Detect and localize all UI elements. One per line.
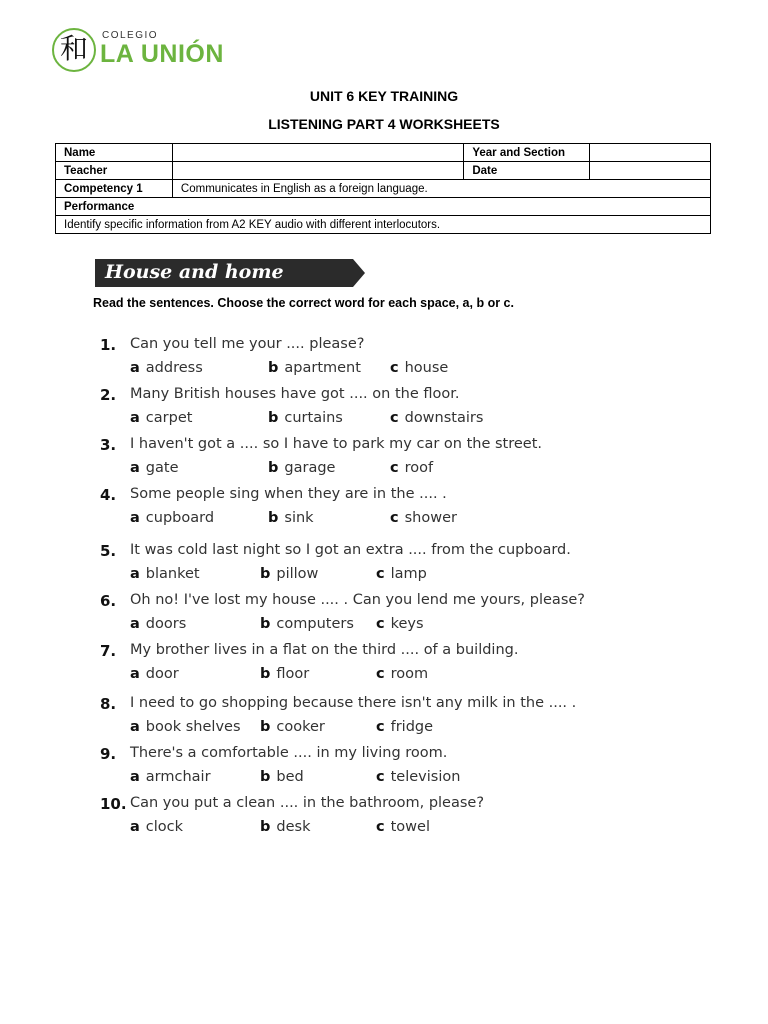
option-letter: c [390, 360, 399, 376]
question-text: Oh no! I've lost my house .... . Can you lend me yours, please? [130, 592, 585, 608]
competency-value: Communicates in English as a foreign language. [172, 180, 710, 198]
date-label: Date [464, 162, 590, 180]
option-word: gate [145, 460, 179, 476]
option-letter: c [376, 719, 385, 735]
question-item [100, 795, 720, 843]
student-info-table [55, 143, 711, 234]
option-word: carpet [145, 410, 193, 426]
question-line [100, 486, 720, 510]
question-text: Can you put a clean .... in the bathroom, please? [130, 795, 485, 811]
option-c[interactable] [390, 460, 433, 476]
option-letter: c [390, 410, 399, 426]
question-line [100, 745, 720, 769]
option-word: cupboard [145, 510, 215, 526]
question-number: 2. [100, 386, 117, 404]
option-letter: c [376, 566, 385, 582]
option-letter: b [268, 510, 279, 526]
question-number: 1. [100, 336, 117, 354]
option-word: lamp [390, 566, 427, 582]
option-word: book shelves [145, 719, 241, 735]
question-line [100, 592, 720, 616]
option-a[interactable] [130, 410, 192, 426]
question-line [100, 542, 720, 566]
question-item [100, 642, 720, 690]
question-number: 5. [100, 542, 117, 560]
school-logo [52, 28, 242, 74]
question-text: Many British houses have got .... on the floor. [130, 386, 460, 402]
option-row [100, 819, 720, 843]
year-section-field[interactable] [590, 144, 711, 162]
name-label: Name [56, 144, 173, 162]
option-letter: c [376, 769, 385, 785]
question-item [100, 542, 720, 590]
option-a[interactable] [130, 460, 179, 476]
option-b[interactable] [268, 410, 343, 426]
option-letter: a [130, 460, 140, 476]
option-word: house [404, 360, 449, 376]
option-c[interactable] [390, 360, 448, 376]
option-letter: a [130, 719, 140, 735]
option-b[interactable] [260, 819, 310, 835]
option-word: clock [145, 819, 184, 835]
question-item [100, 486, 720, 534]
option-word: apartment [284, 360, 361, 376]
option-word: garage [284, 460, 336, 476]
option-a[interactable] [130, 666, 179, 682]
option-letter: c [376, 666, 385, 682]
option-word: desk [276, 819, 311, 835]
question-number: 4. [100, 486, 117, 504]
question-line [100, 436, 720, 460]
option-a[interactable] [130, 566, 200, 582]
banner-title: House and home [105, 261, 284, 283]
option-word: towel [390, 819, 430, 835]
option-word: shower [404, 510, 457, 526]
question-text: There's a comfortable .... in my living room. [130, 745, 448, 761]
question-text: My brother lives in a flat on the third .... of a building. [130, 642, 519, 658]
option-b[interactable] [268, 510, 314, 526]
question-item [100, 592, 720, 640]
table-row [56, 144, 711, 162]
section-banner [95, 259, 365, 287]
page-subtitle: LISTENING PART 4 WORKSHEETS [268, 116, 500, 132]
option-letter: b [268, 360, 279, 376]
option-letter: b [260, 666, 271, 682]
option-word: doors [145, 616, 187, 632]
question-item [100, 386, 720, 434]
option-word: armchair [145, 769, 211, 785]
question-number: 9. [100, 745, 117, 763]
date-field[interactable] [590, 162, 711, 180]
question-line [100, 642, 720, 666]
question-text: Can you tell me your .... please? [130, 336, 365, 352]
question-line [100, 695, 720, 719]
option-word: downstairs [404, 410, 484, 426]
option-c[interactable] [390, 410, 483, 426]
option-word: fridge [390, 719, 434, 735]
logo-school-name: LA UNIÓN [100, 40, 224, 68]
option-letter: b [260, 819, 271, 835]
option-row [100, 510, 720, 534]
name-field[interactable] [172, 144, 463, 162]
option-word: address [145, 360, 203, 376]
question-item [100, 695, 720, 743]
question-number: 10. [100, 795, 127, 813]
option-c[interactable] [376, 566, 427, 582]
option-word: bed [276, 769, 304, 785]
option-row [100, 566, 720, 590]
option-word: computers [276, 616, 354, 632]
option-b[interactable] [260, 666, 309, 682]
option-word: curtains [284, 410, 343, 426]
table-row [56, 180, 711, 198]
option-row [100, 616, 720, 640]
option-word: keys [390, 616, 424, 632]
option-a[interactable] [130, 616, 186, 632]
competency-label: Competency 1 [56, 180, 173, 198]
question-number: 6. [100, 592, 117, 610]
option-letter: a [130, 566, 140, 582]
teacher-field[interactable] [172, 162, 463, 180]
option-word: sink [284, 510, 314, 526]
performance-label: Performance [56, 198, 711, 216]
option-letter: b [260, 616, 271, 632]
option-c[interactable] [376, 666, 428, 682]
option-letter: b [268, 410, 279, 426]
option-c[interactable] [376, 769, 460, 785]
option-letter: b [260, 566, 271, 582]
option-row [100, 719, 720, 743]
option-a[interactable] [130, 510, 214, 526]
option-a[interactable] [130, 769, 211, 785]
option-letter: b [260, 769, 271, 785]
option-word: cooker [276, 719, 325, 735]
option-row [100, 769, 720, 793]
option-b[interactable] [260, 566, 318, 582]
instructions-text: Read the sentences. Choose the correct word for each space, a, b or c. [93, 296, 514, 310]
year-section-label: Year and Section [464, 144, 590, 162]
option-c[interactable] [376, 719, 433, 735]
option-c[interactable] [390, 510, 457, 526]
option-letter: c [390, 460, 399, 476]
option-letter: b [268, 460, 279, 476]
option-row [100, 360, 720, 384]
option-b[interactable] [260, 769, 304, 785]
table-row [56, 198, 711, 216]
question-text: It was cold last night so I got an extra .... from the cupboard. [130, 542, 571, 558]
option-b[interactable] [260, 616, 354, 632]
option-word: door [145, 666, 179, 682]
option-word: room [390, 666, 429, 682]
question-line [100, 336, 720, 360]
logo-glyph: 和 [59, 32, 88, 65]
option-letter: a [130, 510, 140, 526]
option-c[interactable] [376, 616, 424, 632]
option-b[interactable] [268, 360, 361, 376]
option-letter: c [376, 616, 385, 632]
option-letter: a [130, 360, 140, 376]
option-row [100, 666, 720, 690]
option-b[interactable] [268, 460, 335, 476]
option-word: blanket [145, 566, 200, 582]
performance-value: Identify specific information from A2 KEY audio with different interlocutors. [56, 216, 711, 234]
option-letter: a [130, 410, 140, 426]
option-row [100, 410, 720, 434]
table-row [56, 216, 711, 234]
option-letter: a [130, 769, 140, 785]
question-text: I need to go shopping because there isn't any milk in the .... . [130, 695, 577, 711]
option-c[interactable] [376, 819, 430, 835]
option-letter: c [376, 819, 385, 835]
option-letter: a [130, 616, 140, 632]
question-item [100, 436, 720, 484]
teacher-label: Teacher [56, 162, 173, 180]
question-text: Some people sing when they are in the .... . [130, 486, 447, 502]
option-a[interactable] [130, 819, 183, 835]
option-letter: a [130, 666, 140, 682]
question-line [100, 386, 720, 410]
option-letter: c [390, 510, 399, 526]
option-word: roof [404, 460, 434, 476]
page-title: UNIT 6 KEY TRAINING [309, 88, 459, 104]
option-word: floor [276, 666, 310, 682]
option-row [100, 460, 720, 484]
question-number: 7. [100, 642, 117, 660]
question-item [100, 745, 720, 793]
question-number: 3. [100, 436, 117, 454]
table-row [56, 162, 711, 180]
question-item [100, 336, 720, 384]
question-line [100, 795, 720, 819]
option-letter: b [260, 719, 271, 735]
option-letter: a [130, 819, 140, 835]
option-b[interactable] [260, 719, 325, 735]
question-text: I haven't got a .... so I have to park my car on the street. [130, 436, 543, 452]
option-word: television [390, 769, 461, 785]
option-word: pillow [276, 566, 319, 582]
logo-small-text: COLEGIO [102, 30, 159, 41]
option-a[interactable] [130, 719, 241, 735]
question-number: 8. [100, 695, 117, 713]
option-a[interactable] [130, 360, 203, 376]
